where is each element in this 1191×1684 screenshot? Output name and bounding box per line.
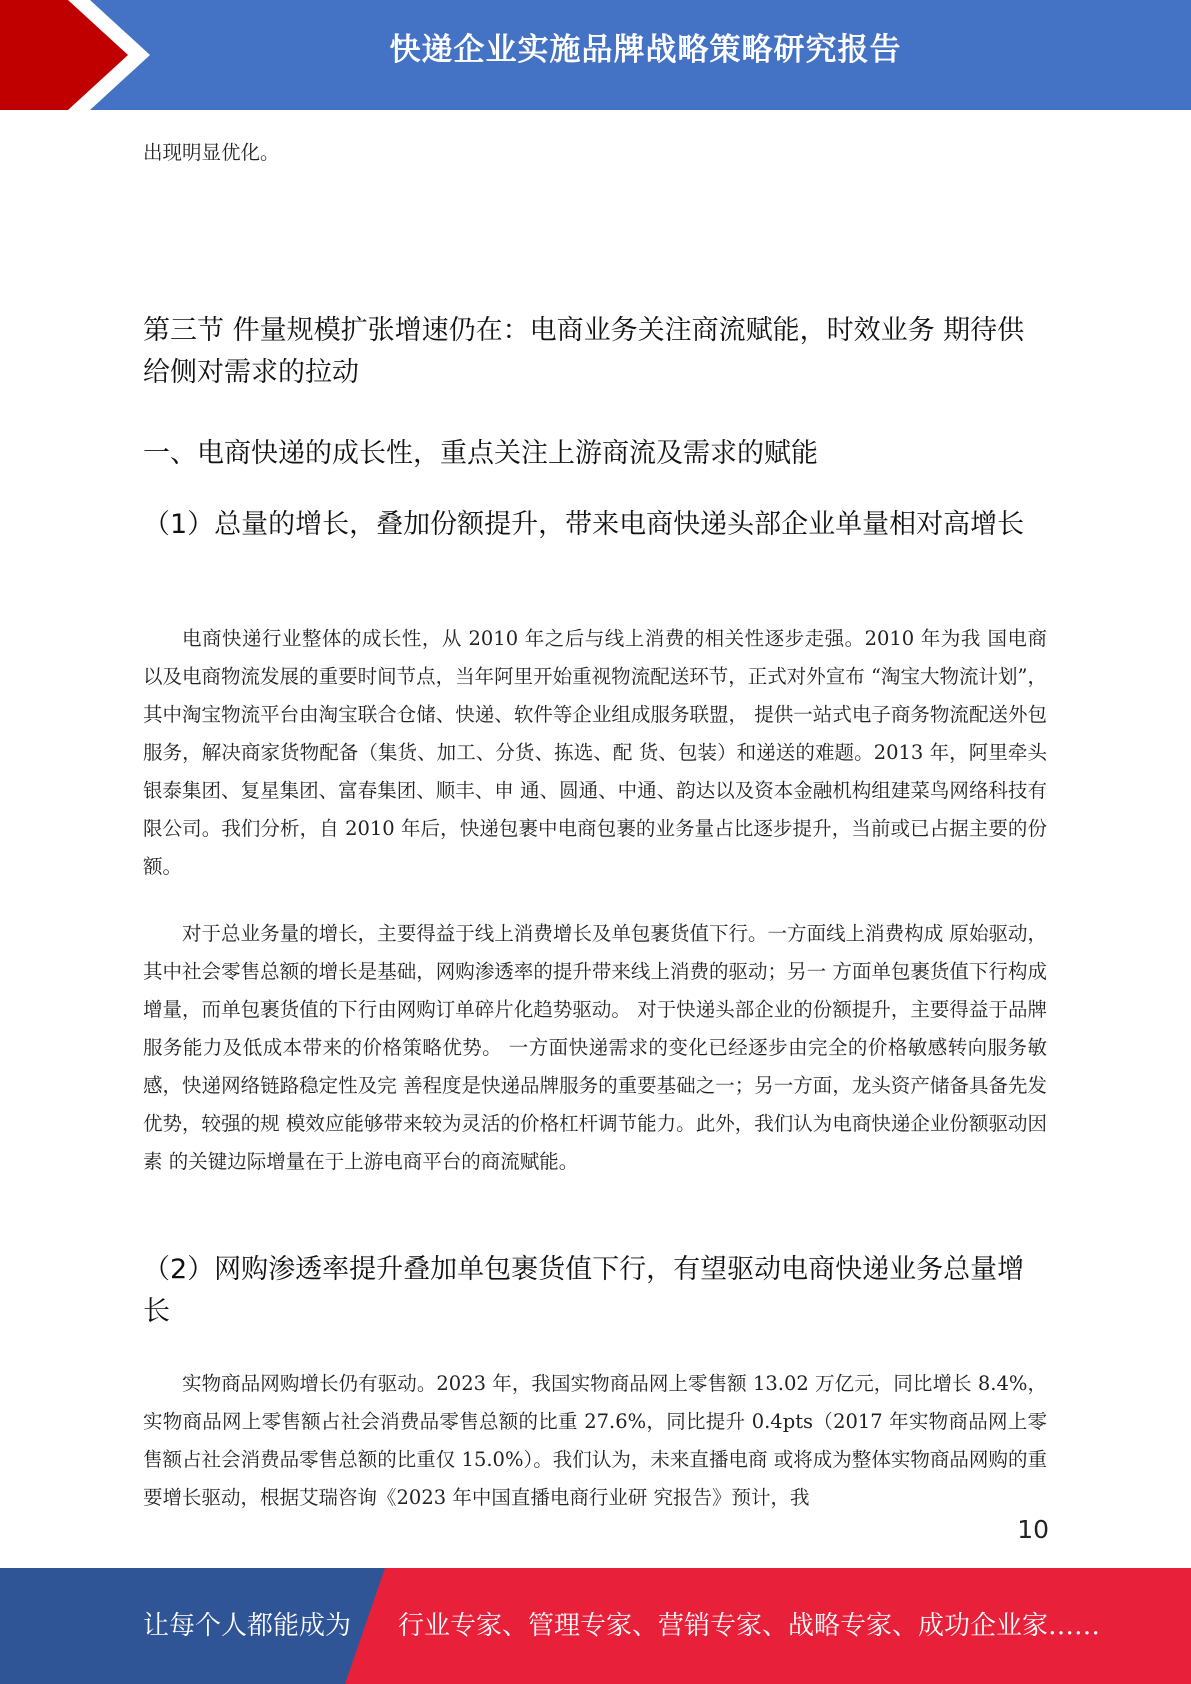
intro-line: 出现明显优化。 — [143, 141, 280, 164]
page-number: 10 — [1017, 1515, 1049, 1544]
paragraph-3: 实物商品网购增长仍有驱动。2023 年，我国实物商品网上零售额 13.02 万亿元，同比增长 8.4%，实物商品网上零售额占社会消费品零售总额的比重 27.6%，同比提升 0.4pts（2017 年实物商品网上零售额占社会消费品零售总额的比重仅 15.0%）。我们认为，未来直播电商 或将成为整体实物商品网购的重要增长驱动，根据艾瑞咨询《2023 年中国直播电商行业研 究报告》预计，我 — [143, 1372, 1047, 1509]
sub-heading: 一、电商快递的成长性，重点关注上游商流及需求的赋能 — [143, 438, 818, 469]
item1-heading: （1）总量的增长，叠加份额提升，带来电商快递头部企业单量相对高增长 — [143, 509, 1025, 540]
footer-slogan-left: 让每个人都能成为 — [143, 1611, 352, 1641]
footer-slogan-right: 行业专家、管理专家、营销专家、战略专家、成功企业家…… — [398, 1611, 1101, 1641]
header-chevron-decoration — [0, 0, 160, 110]
item2-heading: （2）网购渗透率提升叠加单包裹货值下行，有望驱动电商快递业务总量增长 — [143, 1254, 1025, 1327]
section-heading: 第三节 件量规模扩张增速仍在：电商业务关注商流赋能，时效业务 期待供给侧对需求的拉动 — [143, 315, 1025, 388]
paragraph-2: 对于总业务量的增长，主要得益于线上消费增长及单包裹货值下行。一方面线上消费构成 原始驱动，其中社会零售总额的增长是基础，网购渗透率的提升带来线上消费的驱动；另一 方面单包裹货值下行构成增量，而单包裹货值的下行由网购订单碎片化趋势驱动。 对于快递头部企业的份额提升，主要得益于品牌服务能力及低成本带来的价格策略优势。 一方面快递需求的变化已经逐步由完全的价格敏感转向服务敏感，快递网络链路稳定性及完 善程度是快递品牌服务的重要基础之一；另一方面，龙头资产储备具备先发优势，较强的规 模效应能够带来较为灵活的价格杠杆调节能力。此外，我们认为电商快递企业份额驱动因素 的关键边际增量在于上游电商平台的商流赋能。 — [143, 922, 1047, 1173]
page-footer — [0, 1568, 1191, 1684]
paragraph-1: 电商快递行业整体的成长性，从 2010 年之后与线上消费的相关性逐步走强。2010 年为我 国电商以及电商物流发展的重要时间节点，当年阿里开始重视物流配送环节，正式对外宣布 “淘宝大物流计划”，其中淘宝物流平台由淘宝联合仓储、快递、软件等企业组成服务联盟， 提供一站式电子商务物流配送外包服务，解决商家货物配备（集货、加工、分货、拣选、配 货、包装）和递送的难题。2013 年，阿里牵头银泰集团、复星集团、富春集团、顺丰、申 通、圆通、中通、韵达以及资本金融机构组建菜鸟网络科技有限公司。我们分析，自 2010 年后，快递包裹中电商包裹的业务量占比逐步提升，当前或已占据主要的份额。 — [143, 627, 1047, 878]
page-header — [0, 0, 1191, 110]
report-title: 快递企业实施品牌战略策略研究报告 — [389, 32, 902, 68]
